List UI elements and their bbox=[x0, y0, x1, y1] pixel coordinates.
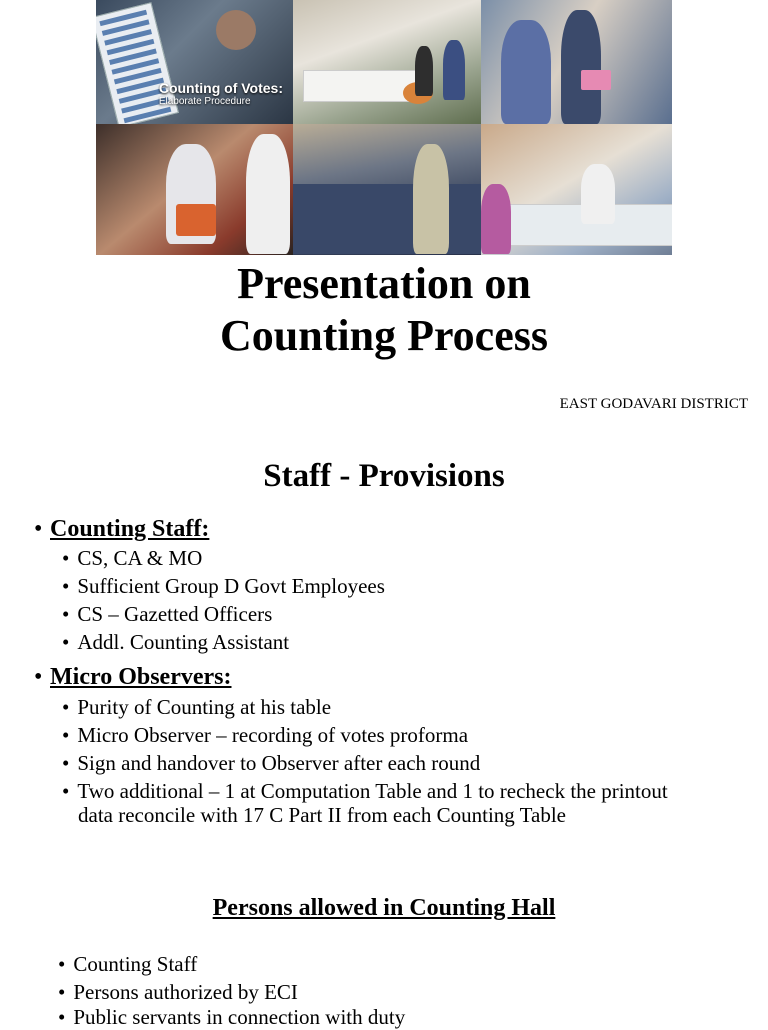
list-item-text: Two additional – 1 at Computation Table and 1 to recheck the printout bbox=[77, 779, 668, 803]
list-item bbox=[62, 723, 468, 748]
bullet: • bbox=[62, 602, 70, 626]
group-label: Micro Observers: bbox=[50, 664, 232, 690]
header-photo-collage bbox=[96, 0, 672, 255]
caption-title: Counting of Votes: bbox=[158, 80, 283, 96]
bullet: • bbox=[34, 516, 43, 542]
bullet: • bbox=[62, 574, 70, 598]
list-item bbox=[62, 602, 272, 627]
bullet: • bbox=[34, 664, 43, 690]
list-item-text: Persons authorized by ECI bbox=[73, 980, 298, 1004]
list-item-continuation bbox=[78, 803, 566, 828]
bullet: • bbox=[62, 751, 70, 775]
district-label: EAST GODAVARI DISTRICT bbox=[559, 396, 748, 412]
group-label: Counting Staff: bbox=[50, 516, 210, 542]
list-item bbox=[62, 779, 668, 804]
bullet: • bbox=[62, 723, 70, 747]
list-item bbox=[58, 952, 197, 977]
list-item bbox=[62, 695, 331, 720]
bullet: • bbox=[62, 779, 70, 803]
list-item bbox=[62, 574, 385, 599]
photo-officials-checking bbox=[481, 0, 672, 124]
bullet: • bbox=[62, 695, 70, 719]
list-item bbox=[58, 1005, 405, 1030]
list-item-text: CS, CA & MO bbox=[77, 546, 203, 570]
list-item-text: Sufficient Group D Govt Employees bbox=[77, 574, 385, 598]
counting-hall-heading: Persons allowed in Counting Hall bbox=[212, 895, 556, 921]
bullet: • bbox=[58, 1005, 66, 1029]
presentation-title bbox=[0, 258, 768, 362]
bullet: • bbox=[62, 546, 70, 570]
list-item-text: Sign and handover to Observer after each round bbox=[77, 751, 481, 775]
bullet: • bbox=[62, 630, 70, 654]
photo-counting-hall-tables bbox=[293, 0, 481, 124]
photo-evm-ballot-unit bbox=[96, 0, 293, 124]
collage-caption bbox=[159, 80, 283, 108]
photo-control-unit-counting bbox=[96, 124, 293, 255]
list-item-text: Counting Staff bbox=[73, 952, 198, 976]
staff-provisions-heading: Staff - Provisions bbox=[263, 458, 505, 494]
list-item-text: data reconcile with 17 C Part II from each Counting Table bbox=[78, 803, 566, 827]
bullet: • bbox=[58, 980, 66, 1004]
list-item-text: Purity of Counting at his table bbox=[77, 695, 332, 719]
list-item bbox=[62, 751, 480, 776]
list-item-text: Addl. Counting Assistant bbox=[77, 630, 290, 654]
title-line-1: Presentation on bbox=[237, 259, 531, 308]
title-line-2: Counting Process bbox=[220, 311, 548, 360]
photo-evm-rows bbox=[293, 124, 481, 255]
photo-counting-tables bbox=[481, 124, 672, 255]
list-item-text: Public servants in connection with duty bbox=[73, 1005, 406, 1029]
list-item-text: CS – Gazetted Officers bbox=[77, 602, 273, 626]
caption-subtitle: Elaborate Procedure bbox=[158, 96, 251, 107]
list-item-text: Micro Observer – recording of votes proforma bbox=[77, 723, 469, 747]
list-item bbox=[62, 546, 202, 571]
list-item bbox=[62, 630, 289, 655]
list-item bbox=[58, 980, 298, 1005]
bullet: • bbox=[58, 952, 66, 976]
